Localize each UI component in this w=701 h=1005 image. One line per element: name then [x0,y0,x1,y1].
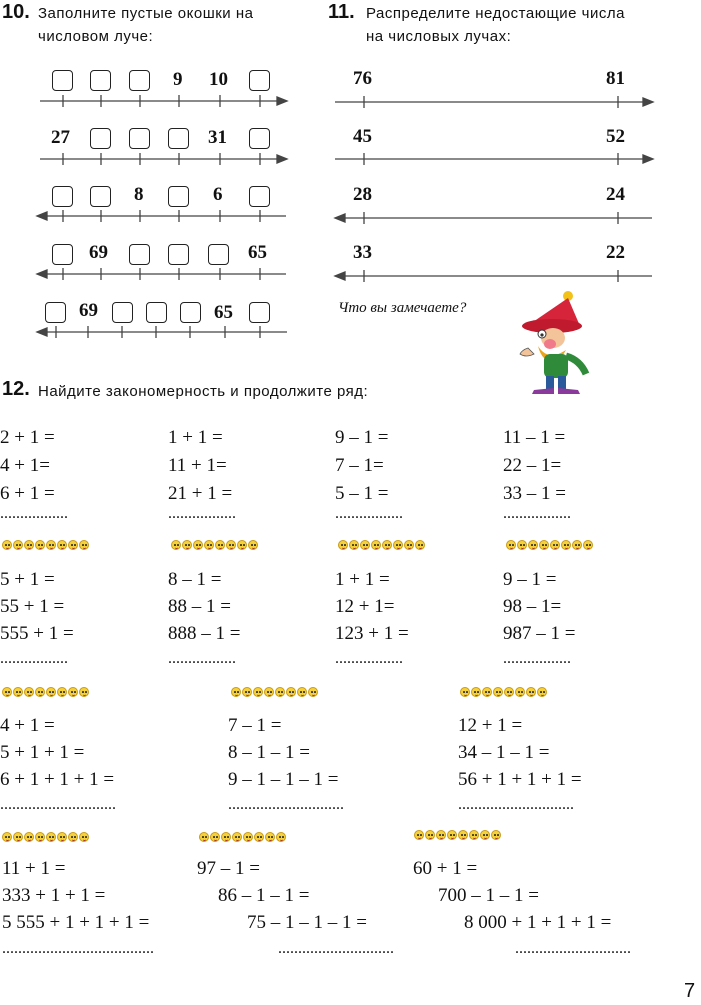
line-label: 8 [134,184,144,205]
equation: 55 + 1 = [0,596,65,617]
page-number: 7 [684,980,696,1002]
smiley-icon [193,540,203,550]
smiley-divider [199,832,286,842]
smiley-icon [382,540,392,550]
smiley-divider [460,687,547,697]
answer-dots[interactable]: ................. [0,650,68,667]
equation-block [168,424,232,508]
smiley-icon [35,687,45,697]
empty-box[interactable] [168,128,189,149]
ex12-number: 12. [2,378,30,400]
answer-dots[interactable]: ................. [503,505,571,522]
line-label: 22 [606,242,625,263]
smiley-icon [199,832,209,842]
line-label: 81 [606,68,625,89]
ex12-instruction: Найдите закономерность и продолжите ряд: [38,383,369,400]
equation: 11 + 1 = [2,858,66,879]
smiley-divider [2,687,89,697]
smiley-icon [480,830,490,840]
smiley-icon [13,832,23,842]
answer-dots[interactable]: ............................. [278,940,394,957]
smiley-icon [297,687,307,697]
smiley-icon [458,830,468,840]
smiley-icon [537,687,547,697]
smiley-icon [232,832,242,842]
smiley-icon [46,687,56,697]
smiley-icon [171,540,181,550]
smiley-icon [57,832,67,842]
smiley-divider [338,540,425,550]
smiley-icon [415,540,425,550]
smiley-icon [393,540,403,550]
equation: 333 + 1 + 1 = [2,885,106,906]
equation-block [0,424,55,508]
smiley-icon [13,540,23,550]
smiley-icon [371,540,381,550]
equation: 33 – 1 = [503,483,566,504]
equation: 97 – 1 = [197,858,260,879]
equation: 7 – 1 = [228,715,282,736]
smiley-icon [460,687,470,697]
answer-dots[interactable]: ............................. [0,796,116,813]
smiley-icon [237,540,247,550]
smiley-icon [24,832,34,842]
smiley-icon [447,830,457,840]
equation: 56 + 1 + 1 + 1 = [458,769,582,790]
smiley-icon [504,687,514,697]
arrow-left-icon [37,270,47,278]
empty-box[interactable] [52,186,73,207]
arrow-right-icon [643,155,653,163]
equation: 888 – 1 = [168,623,241,644]
smiley-icon [308,687,318,697]
smiley-icon [24,540,34,550]
smiley-icon [264,687,274,697]
answer-dots[interactable]: ............................. [515,940,631,957]
empty-box[interactable] [90,186,111,207]
smiley-icon [2,540,12,550]
equation: 8 – 1 = [168,569,222,590]
smiley-icon [583,540,593,550]
smiley-icon [2,832,12,842]
smiley-icon [68,540,78,550]
smiley-icon [275,687,285,697]
arrow-left-icon [37,328,47,336]
equation: 5 – 1 = [335,483,389,504]
equation: 555 + 1 = [0,623,74,644]
smiley-divider [414,830,501,840]
line-label: 69 [89,242,108,263]
empty-box[interactable] [249,186,270,207]
smiley-icon [526,687,536,697]
line-label: 27 [51,127,70,148]
smiley-divider [2,832,89,842]
smiley-icon [215,540,225,550]
ex11-question: Что вы замечаете? [338,300,467,316]
equation: 2 + 1 = [0,427,55,448]
smiley-icon [2,687,12,697]
equation: 75 – 1 – 1 – 1 = [247,912,367,933]
gnome-illustration [510,290,600,400]
line-label: 65 [214,302,233,323]
empty-box[interactable] [168,244,189,265]
equation: 60 + 1 = [413,858,478,879]
line-label: 6 [213,184,223,205]
answer-dots[interactable]: ................. [0,505,68,522]
smiley-icon [286,687,296,697]
smiley-icon [491,830,501,840]
smiley-icon [13,687,23,697]
equation: 6 + 1 + 1 + 1 = [0,769,115,790]
empty-box[interactable] [129,128,150,149]
smiley-icon [436,830,446,840]
equation: 88 – 1 = [168,596,231,617]
equation-block [503,566,575,647]
equation-block [0,712,114,793]
answer-dots[interactable]: ................. [503,650,571,667]
smiley-icon [221,832,231,842]
equation: 12 + 1 = [458,715,523,736]
line-label: 76 [353,68,372,89]
smiley-icon [482,687,492,697]
smiley-icon [360,540,370,550]
smiley-icon [253,687,263,697]
equation: 7 – 1= [335,455,384,476]
arrow-right-icon [277,155,287,163]
equation-block [228,712,338,793]
arrow-right-icon [643,98,653,106]
line-label: 45 [353,126,372,147]
smiley-icon [539,540,549,550]
empty-box[interactable] [112,302,133,323]
equation: 8 – 1 – 1 = [228,742,310,763]
smiley-icon [493,687,503,697]
empty-box[interactable] [90,128,111,149]
empty-box[interactable] [168,186,189,207]
answer-dots[interactable]: ................. [168,505,236,522]
empty-box[interactable] [129,244,150,265]
equation: 1 + 1 = [335,569,390,590]
smiley-icon [46,540,56,550]
smiley-icon [506,540,516,550]
empty-box[interactable] [249,128,270,149]
answer-dots[interactable]: ................. [168,650,236,667]
equation: 21 + 1 = [168,483,233,504]
equation: 5 555 + 1 + 1 + 1 = [2,912,150,933]
ex11-instruction-line2: на числовых лучах: [366,28,512,45]
empty-box[interactable] [52,244,73,265]
smiley-icon [79,832,89,842]
ex11-instruction-line1: Распределите недостающие числа [366,5,625,22]
empty-box[interactable] [208,244,229,265]
arrow-left-icon [335,272,345,280]
arrow-left-icon [37,212,47,220]
equation: 4 + 1= [0,455,50,476]
smiley-icon [561,540,571,550]
equation-block [168,566,240,647]
answer-dots[interactable]: ................. [335,505,403,522]
equation: 8 000 + 1 + 1 + 1 = [464,912,612,933]
smiley-divider [506,540,593,550]
empty-box[interactable] [180,302,201,323]
smiley-icon [226,540,236,550]
ex10-instruction-line1: Заполните пустые окошки на [38,5,254,22]
smiley-icon [404,540,414,550]
smiley-icon [265,832,275,842]
equation: 1 + 1 = [168,427,223,448]
answer-dots[interactable]: ............................. [458,796,574,813]
ex10-instruction [38,2,253,48]
answer-dots[interactable]: ...................................... [2,940,154,957]
smiley-icon [57,687,67,697]
equation: 11 + 1= [168,455,227,476]
empty-box[interactable] [146,302,167,323]
equation: 123 + 1 = [335,623,409,644]
smiley-icon [35,832,45,842]
smiley-divider [2,540,89,550]
equation-block [458,712,582,793]
equation: 9 – 1 – 1 – 1 = [228,769,339,790]
smiley-icon [182,540,192,550]
answer-dots[interactable]: ................. [335,650,403,667]
equation: 86 – 1 – 1 = [218,885,310,906]
smiley-icon [550,540,560,550]
equation: 987 – 1 = [503,623,576,644]
smiley-icon [204,540,214,550]
smiley-icon [68,687,78,697]
equation: 6 + 1 = [0,483,55,504]
smiley-icon [248,540,258,550]
smiley-icon [276,832,286,842]
smiley-divider [171,540,258,550]
smiley-icon [242,687,252,697]
line-label: 31 [208,127,227,148]
equation-block [335,424,388,508]
equation: 5 + 1 = [0,569,55,590]
smiley-icon [243,832,253,842]
smiley-icon [528,540,538,550]
empty-box[interactable] [52,70,73,91]
line-label: 52 [606,126,625,147]
line-label: 10 [209,69,228,90]
ex11-number: 11. [328,1,355,23]
line-label: 28 [353,184,372,205]
smiley-icon [471,687,481,697]
line-label: 65 [248,242,267,263]
line-label: 9 [173,69,183,90]
smiley-icon [231,687,241,697]
smiley-icon [349,540,359,550]
smiley-icon [57,540,67,550]
equation-block [335,566,409,647]
equation-block [0,566,74,647]
empty-box[interactable] [90,70,111,91]
empty-box[interactable] [249,70,270,91]
equation: 34 – 1 – 1 = [458,742,550,763]
line-label: 69 [79,300,98,321]
equation: 5 + 1 + 1 = [0,742,85,763]
ex10-number: 10. [2,1,30,23]
equation: 4 + 1 = [0,715,55,736]
empty-box[interactable] [249,302,270,323]
smiley-icon [414,830,424,840]
equation: 9 – 1 = [503,569,557,590]
equation: 11 – 1 = [503,427,566,448]
smiley-icon [68,832,78,842]
smiley-icon [210,832,220,842]
smiley-icon [425,830,435,840]
smiley-icon [254,832,264,842]
smiley-divider [231,687,318,697]
equation: 700 – 1 – 1 = [438,885,539,906]
smiley-icon [24,687,34,697]
line-label: 33 [353,242,372,263]
ex11-instruction [366,2,625,48]
equation: 12 + 1= [335,596,395,617]
smiley-icon [79,540,89,550]
smiley-icon [79,687,89,697]
smiley-icon [515,687,525,697]
ex10-instruction-line2: числовом луче: [38,28,154,45]
answer-dots[interactable]: ............................. [228,796,344,813]
equation: 98 – 1= [503,596,562,617]
arrow-left-icon [335,214,345,222]
smiley-icon [572,540,582,550]
equation: 22 – 1= [503,455,562,476]
smiley-icon [338,540,348,550]
arrow-right-icon [277,97,287,105]
empty-box[interactable] [129,70,150,91]
smiley-icon [469,830,479,840]
equation: 9 – 1 = [335,427,389,448]
smiley-icon [35,540,45,550]
line-label: 24 [606,184,625,205]
empty-box[interactable] [45,302,66,323]
equation-block [503,424,566,508]
smiley-icon [46,832,56,842]
smiley-icon [517,540,527,550]
